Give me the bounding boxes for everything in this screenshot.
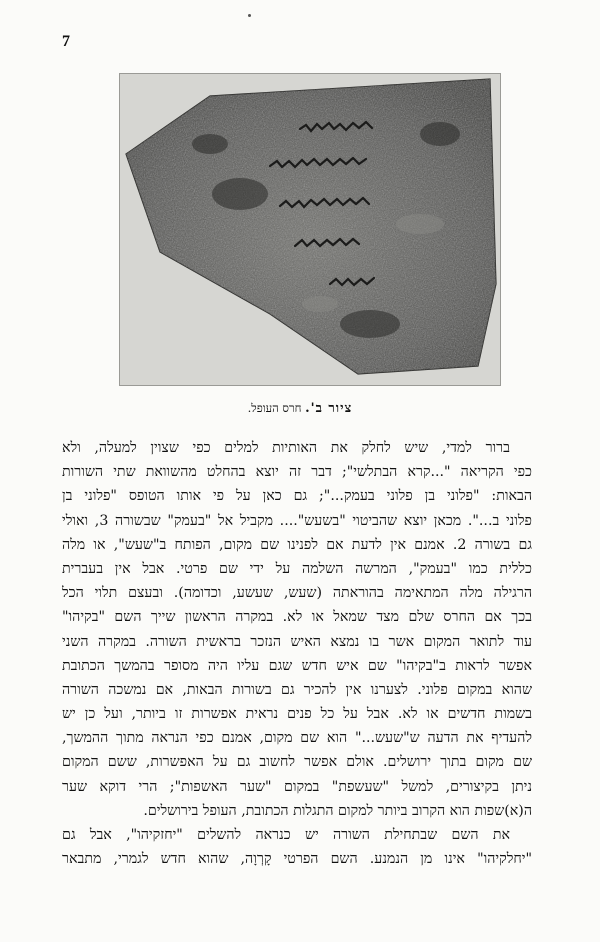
caption-title: ציור ב'.	[305, 401, 353, 416]
text-line: ברור למדי, שיש לחלק את האותיות למלים כפי שצוין למעלה, ולא	[62, 440, 510, 456]
body-text	[62, 436, 532, 871]
text-line: גם בשורה 2. אמנם אין לדעת אם לפנינו שם מקום, הפותח ב"שעש", או מלה	[62, 536, 532, 553]
text-line: "יחלקיהו" אינו מן הנמנע. השם הפרטי קָרְוָה, שהוא חדש לגמרי, מתבאר	[62, 851, 532, 868]
text-line: את השם שבתחילת השורה יש כנראה להשלים "יחזקיהו", אבל גם	[62, 827, 510, 843]
text-line: שם מקום בתוך ירושלים. אולם אפשר לחשוב גם על האפשרות, ששם המקום	[62, 754, 532, 771]
text-line: כפי הקריאה "...קרא הבתלשי"; דבר זה יוצא בהחלט מהשוואת שתי השורות	[62, 464, 532, 481]
text-line: ה(א)שפות הוא הקרוב ביותר למקום התגלות הכתובת, העופל בירושלים.	[143, 802, 532, 819]
text-line: כללית כמו "בעמק", המרשה השלמה על ידי שם פרטי. אבל אין בעברית	[62, 560, 532, 577]
text-line: הבאות: "פלוני בן פלוני בעמק..."; גם כאן על פי אותו הטופס "פלוני בן	[62, 488, 532, 505]
text-line: הרגילה מלה המתאימה בהוראתה (שעש, שעשע, וכדומה). ובעצם תלוי הכל	[62, 585, 532, 602]
paragraph	[62, 436, 532, 823]
ostracon-image	[120, 74, 500, 385]
text-line: ניתן בקיצורים, למשל "שעשפת" במקום "שער האשפות"; הרי דוקא שער	[62, 778, 532, 795]
paragraph	[62, 823, 532, 871]
text-line: פלוני ב...". מכאן יוצא שהביטוי "בשעש".... מקביל אל "בעמק" שבשורה 3, ואולי	[62, 512, 532, 529]
text-line: שהוא במקום פלוני. לצערנו אין להכיר גם בשורות הבאות, אם נמשכה השורה	[62, 681, 532, 698]
figure-ostracon-photo	[119, 73, 501, 386]
text-line: אפשר לראות ב"בקיהו" שם איש חדש שגם עליו היה מסופר בהמשך הכתובת	[62, 657, 532, 674]
page-top-mark	[248, 14, 251, 17]
text-line: עוד לתואר המקום אשר בו נמצא האיש הנזכר בראשית השורה. במקרה השני	[62, 633, 532, 650]
figure-caption	[0, 400, 600, 416]
page-number: 7	[62, 33, 70, 50]
text-line: להעדיף את הדעה ש"שעש..." הוא שם מקום, אמנם כפי הנראה מתוך ההמשך,	[62, 730, 532, 747]
caption-text: חרס העופל.	[247, 401, 302, 415]
text-line: בכך אם החרס שלם מצד שמאל או לא. במקרה הראשון שייך השם "בקיהו"	[62, 609, 532, 626]
text-line: בשמות חדשים או לא. אבל על כל פנים נראית אפשרות זו ביותר, ועל כן יש	[62, 706, 532, 723]
